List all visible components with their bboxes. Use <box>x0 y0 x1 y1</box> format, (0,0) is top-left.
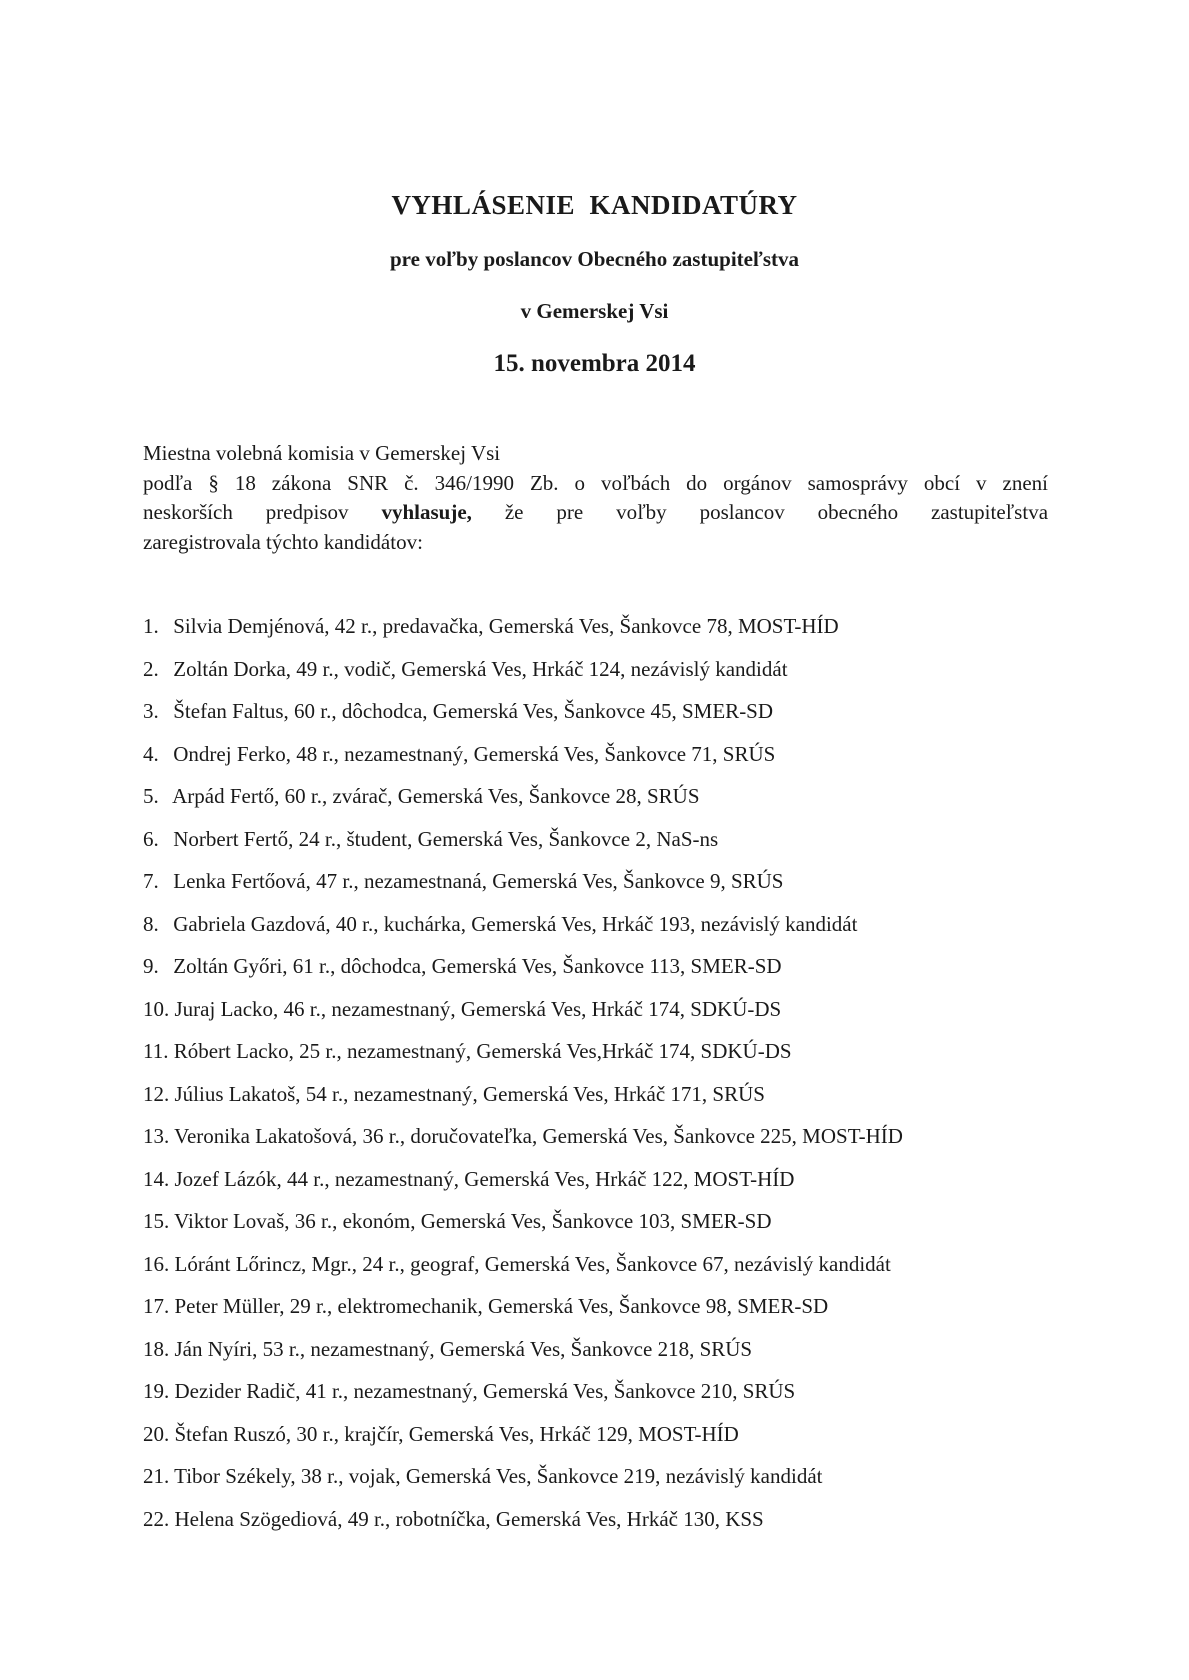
candidate-item <box>143 1250 903 1293</box>
candidate-item <box>143 1207 903 1250</box>
candidate-item <box>143 1462 903 1505</box>
candidate-number: 3. <box>143 699 159 723</box>
candidate-text: Róbert Lacko, 25 r., nezamestnaný, Gemerská Ves,Hrkáč 174, SDKÚ-DS <box>173 1039 792 1063</box>
candidate-text: Ján Nyíri, 53 r., nezamestnaný, Gemerská Ves, Šankovce 218, SRÚS <box>174 1336 753 1361</box>
candidate-text: Lóránt Lőrincz, Mgr., 24 r., geograf, Gemerská Ves, Šankovce 67, nezávislý kandidát <box>174 1251 891 1276</box>
candidate-text: Gabriela Gazdová, 40 r., kuchárka, Gemerská Ves, Hrkáč 193, nezávislý kandidát <box>173 911 858 936</box>
candidate-item <box>143 867 903 910</box>
candidate-text: Ondrej Ferko, 48 r., nezamestnaný, Gemerská Ves, Šankovce 71, SRÚS <box>173 741 776 766</box>
candidate-item <box>143 1080 903 1123</box>
candidate-item <box>143 1335 903 1378</box>
intro-line-3 <box>143 498 1048 528</box>
candidate-number: 16. <box>143 1251 170 1276</box>
candidate-item <box>143 1420 903 1463</box>
candidate-item <box>143 1292 903 1335</box>
candidate-item <box>143 910 903 953</box>
candidate-item <box>143 782 903 825</box>
candidate-number: 20. <box>143 1421 170 1446</box>
document-place: v Gemerskej Vsi <box>520 299 669 323</box>
candidate-item <box>143 612 903 655</box>
intro-line-4: zaregistrovala týchto kandidátov: <box>143 529 423 554</box>
candidate-item <box>143 1165 903 1208</box>
candidate-text: Lenka Fertőová, 47 r., nezamestnaná, Gemerská Ves, Šankovce 9, SRÚS <box>173 869 784 893</box>
candidate-number: 19. <box>143 1379 170 1403</box>
document-title: VYHLÁSENIE KANDIDATÚRY <box>391 190 798 220</box>
candidate-number: 17. <box>143 1294 170 1318</box>
candidate-text: Juraj Lacko, 46 r., nezamestnaný, Gemerská Ves, Hrkáč 174, SDKÚ-DS <box>174 996 782 1021</box>
candidate-text: Július Lakatoš, 54 r., nezamestnaný, Gemerská Ves, Hrkáč 171, SRÚS <box>174 1081 765 1106</box>
candidate-number: 14. <box>143 1166 170 1191</box>
candidate-text: Helena Szögediová, 49 r., robotníčka, Gemerská Ves, Hrkáč 130, KSS <box>174 1506 764 1531</box>
candidate-text: Arpád Fertő, 60 r., zvárač, Gemerská Ves, Šankovce 28, SRÚS <box>172 784 700 808</box>
candidate-number: 5. <box>143 784 159 808</box>
candidate-text: Silvia Demjénová, 42 r., predavačka, Gemerská Ves, Šankovce 78, MOST-HÍD <box>173 614 839 638</box>
candidate-item <box>143 1037 903 1080</box>
intro-line-2: podľa § 18 zákona SNR č. 346/1990 Zb. o voľbách do orgánov samosprávy obcí v znení <box>143 470 1048 495</box>
candidate-number: 18. <box>143 1336 170 1361</box>
candidate-number: 1. <box>143 614 159 638</box>
candidate-number: 2. <box>143 656 159 681</box>
intro-line-3-end: že pre voľby poslancov obecného zastupiteľstva <box>504 500 1049 524</box>
candidate-number: 13. <box>143 1124 170 1148</box>
candidate-text: Norbert Fertő, 24 r., študent, Gemerská Ves, Šankovce 2, NaS-ns <box>173 826 719 851</box>
candidate-text: Tibor Székely, 38 r., vojak, Gemerská Ves, Šankovce 219, nezávislý kandidát <box>174 1464 823 1488</box>
candidate-text: Viktor Lovaš, 36 r., ekonóm, Gemerská Ves, Šankovce 103, SMER-SD <box>174 1209 772 1233</box>
candidate-text: Zoltán Dorka, 49 r., vodič, Gemerská Ves, Hrkáč 124, nezávislý kandidát <box>173 656 788 681</box>
candidate-item <box>143 995 903 1038</box>
document-subtitle: pre voľby poslancov Obecného zastupiteľstva <box>390 247 799 271</box>
election-date: 15. novembra 2014 <box>493 350 696 377</box>
candidate-text: Zoltán Győri, 61 r., dôchodca, Gemerská Ves, Šankovce 113, SMER-SD <box>173 954 782 978</box>
candidate-item <box>143 952 903 995</box>
candidate-item <box>143 655 903 698</box>
candidate-number: 9. <box>143 954 159 978</box>
candidate-number: 6. <box>143 826 159 851</box>
candidate-item <box>143 825 903 868</box>
candidate-number: 22. <box>143 1506 170 1531</box>
candidate-number: 8. <box>143 911 159 936</box>
candidate-item <box>143 1377 903 1420</box>
candidate-number: 11. <box>143 1039 169 1063</box>
candidate-text: Dezider Radič, 41 r., nezamestnaný, Gemerská Ves, Šankovce 210, SRÚS <box>174 1379 796 1403</box>
candidate-number: 10. <box>143 996 170 1021</box>
intro-line-3-start: neskorších predpisov <box>143 500 349 524</box>
intro-bold-keyword: vyhlasuje, <box>381 500 472 524</box>
candidate-number: 15. <box>143 1209 170 1233</box>
candidate-number: 12. <box>143 1081 170 1106</box>
candidate-number: 4. <box>143 741 159 766</box>
candidate-text: Štefan Faltus, 60 r., dôchodca, Gemerská Ves, Šankovce 45, SMER-SD <box>173 699 774 723</box>
candidate-list <box>143 612 903 1547</box>
intro-paragraph <box>143 439 1048 557</box>
candidate-text: Peter Müller, 29 r., elektromechanik, Gemerská Ves, Šankovce 98, SMER-SD <box>174 1294 829 1318</box>
candidate-text: Štefan Ruszó, 30 r., krajčír, Gemerská Ves, Hrkáč 129, MOST-HÍD <box>174 1421 739 1446</box>
intro-line-1: Miestna volebná komisia v Gemerskej Vsi <box>143 441 501 465</box>
candidate-number: 21. <box>143 1464 170 1488</box>
candidate-item <box>143 740 903 783</box>
candidate-number: 7. <box>143 869 159 893</box>
candidate-text: Jozef Lázók, 44 r., nezamestnaný, Gemerská Ves, Hrkáč 122, MOST-HÍD <box>174 1166 795 1191</box>
candidate-item <box>143 1122 903 1165</box>
candidate-text: Veronika Lakatošová, 36 r., doručovateľka, Gemerská Ves, Šankovce 225, MOST-HÍD <box>174 1124 903 1148</box>
candidate-item <box>143 697 903 740</box>
candidate-item <box>143 1505 903 1548</box>
